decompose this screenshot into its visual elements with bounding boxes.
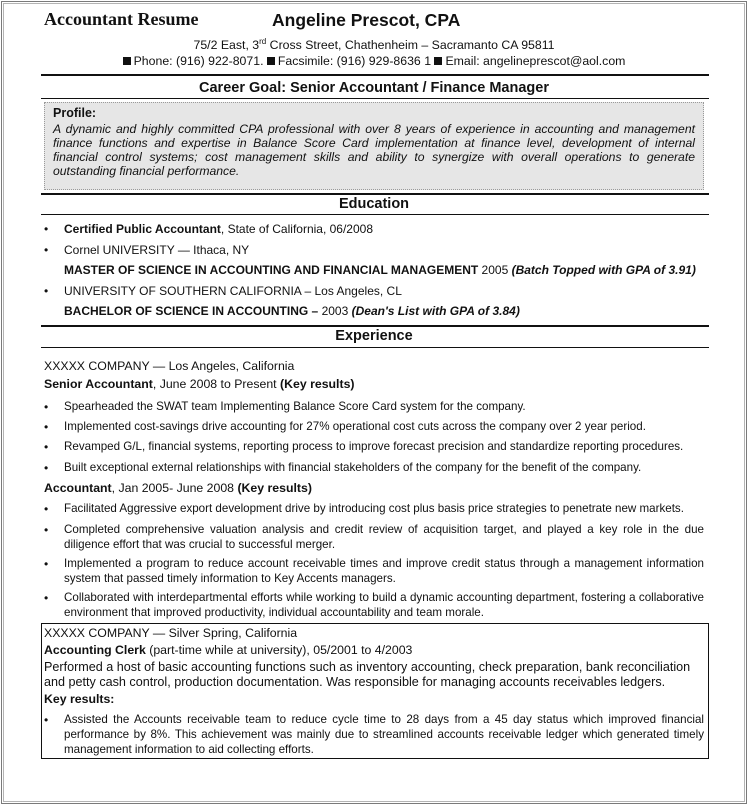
education-top-rule — [41, 193, 709, 195]
list-item: Built exceptional external relationships with financial stakeholders of the company for the benefit of the company. — [64, 461, 642, 474]
key-results-label: Key results: — [44, 692, 115, 706]
list-item: Revamped G/L, financial systems, reporting process to improve forecast precision and standardize reporting procedures. — [64, 440, 684, 453]
profile-box — [44, 102, 704, 190]
fax: Facsimile: (916) 929-8636 1 — [277, 54, 432, 68]
list-item: Spearheaded the SWAT team Implementing Balance Score Card system for the company. — [64, 400, 526, 413]
role-title: Accountant, Jan 2005- June 2008 (Key results) — [44, 481, 312, 495]
bullet-icon: • — [44, 713, 49, 727]
bullet-icon: • — [44, 440, 49, 454]
bullet-icon: • — [44, 222, 49, 236]
bullet-icon: • — [44, 400, 49, 414]
bullet-icon: • — [44, 591, 49, 605]
bullet-icon: • — [44, 523, 49, 537]
left-border-rule — [41, 623, 42, 758]
role-title: Accounting Clerk (part-time while at university), 05/2001 to 4/2003 — [44, 643, 413, 657]
header-divider — [41, 74, 709, 76]
education-bottom-rule — [41, 214, 709, 215]
phone: Phone: (916) 922-8071. — [133, 54, 264, 68]
edu-item: Cornel UNIVERSITY — Ithaca, NY — [64, 243, 250, 257]
address-line: 75/2 East, 3rd Cross Street, Chathenheim – Sacramanto CA 95811 — [193, 37, 555, 53]
edu-degree: BACHELOR OF SCIENCE IN ACCOUNTING – 2003 (Dean's List with GPA of 3.84) — [64, 304, 520, 318]
experience-title: Experience — [335, 328, 413, 344]
profile-label: Profile: — [53, 106, 97, 120]
career-divider — [41, 98, 709, 99]
list-item: Implemented a program to reduce account receivable times and improve credit status through a management information system that passed timely information to Key Accents managers. — [64, 557, 704, 585]
company-name: XXXXX COMPANY — Los Angeles, California — [44, 359, 295, 373]
edu-degree: MASTER OF SCIENCE IN ACCOUNTING AND FINANCIAL MANAGEMENT 2005 (Batch Topped with GPA of 3.91) — [64, 263, 696, 277]
experience-top-rule — [41, 325, 709, 327]
experience-bottom-rule — [41, 347, 709, 348]
bullet-icon: • — [44, 243, 49, 257]
bullet-icon: • — [44, 557, 49, 571]
candidate-name: Angeline Prescot, CPA — [272, 10, 461, 30]
bottom-rule — [41, 758, 709, 759]
list-item: Implemented cost-savings drive accounting for 27% operational cost cuts across the company over 2 year period. — [64, 420, 646, 433]
bullet-icon: • — [44, 461, 49, 475]
education-title: Education — [338, 196, 410, 212]
list-item: Assisted the Accounts receivable team to reduce cycle time to 28 days from a 45 day status which improved financial performance by 8%. This achievement was mainly due to streamlined accounts receivable ledger which generated timely management information to aid collecting efforts. — [64, 713, 704, 756]
bullet-icon: • — [44, 502, 49, 516]
contact-line — [0, 54, 748, 68]
edu-item: UNIVERSITY OF SOUTHERN CALIFORNIA – Los Angeles, CL — [64, 284, 402, 298]
role-title: Senior Accountant, June 2008 to Present (Key results) — [44, 377, 355, 391]
square-bullet-icon — [267, 57, 275, 65]
list-item: Facilitated Aggressive export development drive by introducing cost plus basis price strategies to penetrate new markets. — [64, 502, 684, 515]
bullet-icon: • — [44, 420, 49, 434]
bullet-icon: • — [44, 284, 49, 298]
square-bullet-icon — [434, 57, 442, 65]
right-border-rule — [708, 623, 709, 758]
role-description: Performed a host of basic accounting functions such as inventory accounting, check preparation, bank reconciliation and petty cash control, production documentation. Was responsible for managing accounts receivables ledgers. — [44, 660, 691, 689]
square-bullet-icon — [123, 57, 131, 65]
company-name: XXXXX COMPANY — Silver Spring, California — [44, 626, 298, 640]
profile-text: A dynamic and highly committed CPA professional with over 8 years of experience in accounting and management finance functions and expertise in Balance Score Card implementation at finance level, development of internal financial control systems; cost management skills and ability to synergize with overall operations to generate outstanding financial performance. — [53, 122, 695, 178]
list-item: Completed comprehensive valuation analysis and credit review of acquisition target, and played a key role in the due diligence effort that was crucial to successful merger. — [64, 523, 704, 551]
list-item: Collaborated with interdepartmental efforts while working to build a dynamic accounting department, fostering a collaborative environment that improved productivity, individual accountability and team morale. — [64, 591, 704, 619]
edu-item: Certified Public Accountant, State of California, 06/2008 — [64, 222, 374, 236]
company-divider — [41, 623, 709, 624]
document-label: Accountant Resume — [44, 9, 199, 29]
email: Email: angelineprescot@aol.com — [445, 54, 626, 68]
career-goal: Career Goal: Senior Accountant / Finance Manager — [199, 80, 549, 96]
